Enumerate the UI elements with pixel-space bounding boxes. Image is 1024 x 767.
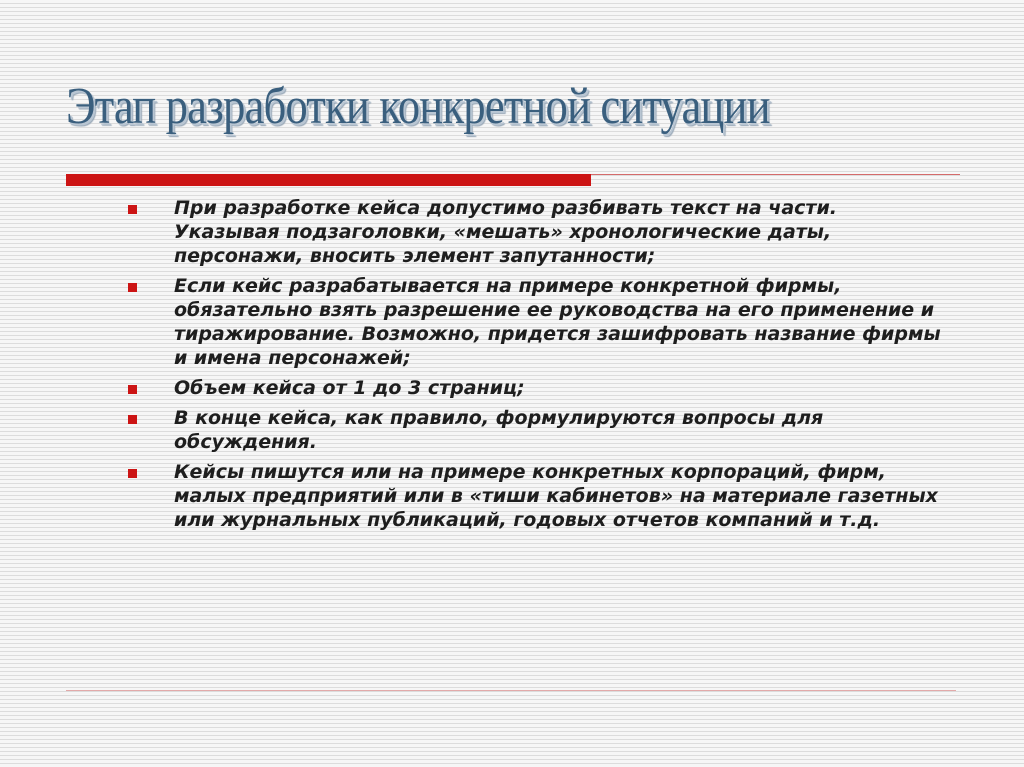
bullet-text: Если кейс разрабатывается на примере конкретной фирмы, обязательно взять разрешение ее руководства на его применение и тиражирование. Возможно, придется зашифровать название фирмы и имена персонажей; <box>174 275 941 369</box>
bullet-item <box>126 460 946 532</box>
bullet-item <box>126 196 946 268</box>
bullet-text: Кейсы пишутся или на примере конкретных корпораций, фирм, малых предприятий или в «тиши кабинетов» на материале газетных или журнальных публикаций, годовых отчетов компаний и т.д. <box>174 461 938 531</box>
square-bullet-icon <box>128 385 137 394</box>
square-bullet-icon <box>128 205 137 214</box>
bullet-text: При разработке кейса допустимо разбивать текст на части. Указывая подзаголовки, «мешать» хронологические даты, персонажи, вносить элемент запутанности; <box>174 197 837 267</box>
square-bullet-icon <box>128 283 137 292</box>
slide-title: Этап разработки конкретной ситуации <box>66 78 770 135</box>
bullet-item <box>126 376 946 400</box>
bullet-item <box>126 274 946 370</box>
footer-divider <box>66 690 956 691</box>
title-accent-line <box>591 174 960 175</box>
square-bullet-icon <box>128 415 137 424</box>
bullet-item <box>126 406 946 454</box>
bullet-text: В конце кейса, как правило, формулируются вопросы для обсуждения. <box>174 407 824 453</box>
bullet-text: Объем кейса от 1 до 3 страниц; <box>174 377 525 399</box>
square-bullet-icon <box>128 469 137 478</box>
title-accent-bar <box>66 174 591 186</box>
bullet-list <box>126 196 946 538</box>
